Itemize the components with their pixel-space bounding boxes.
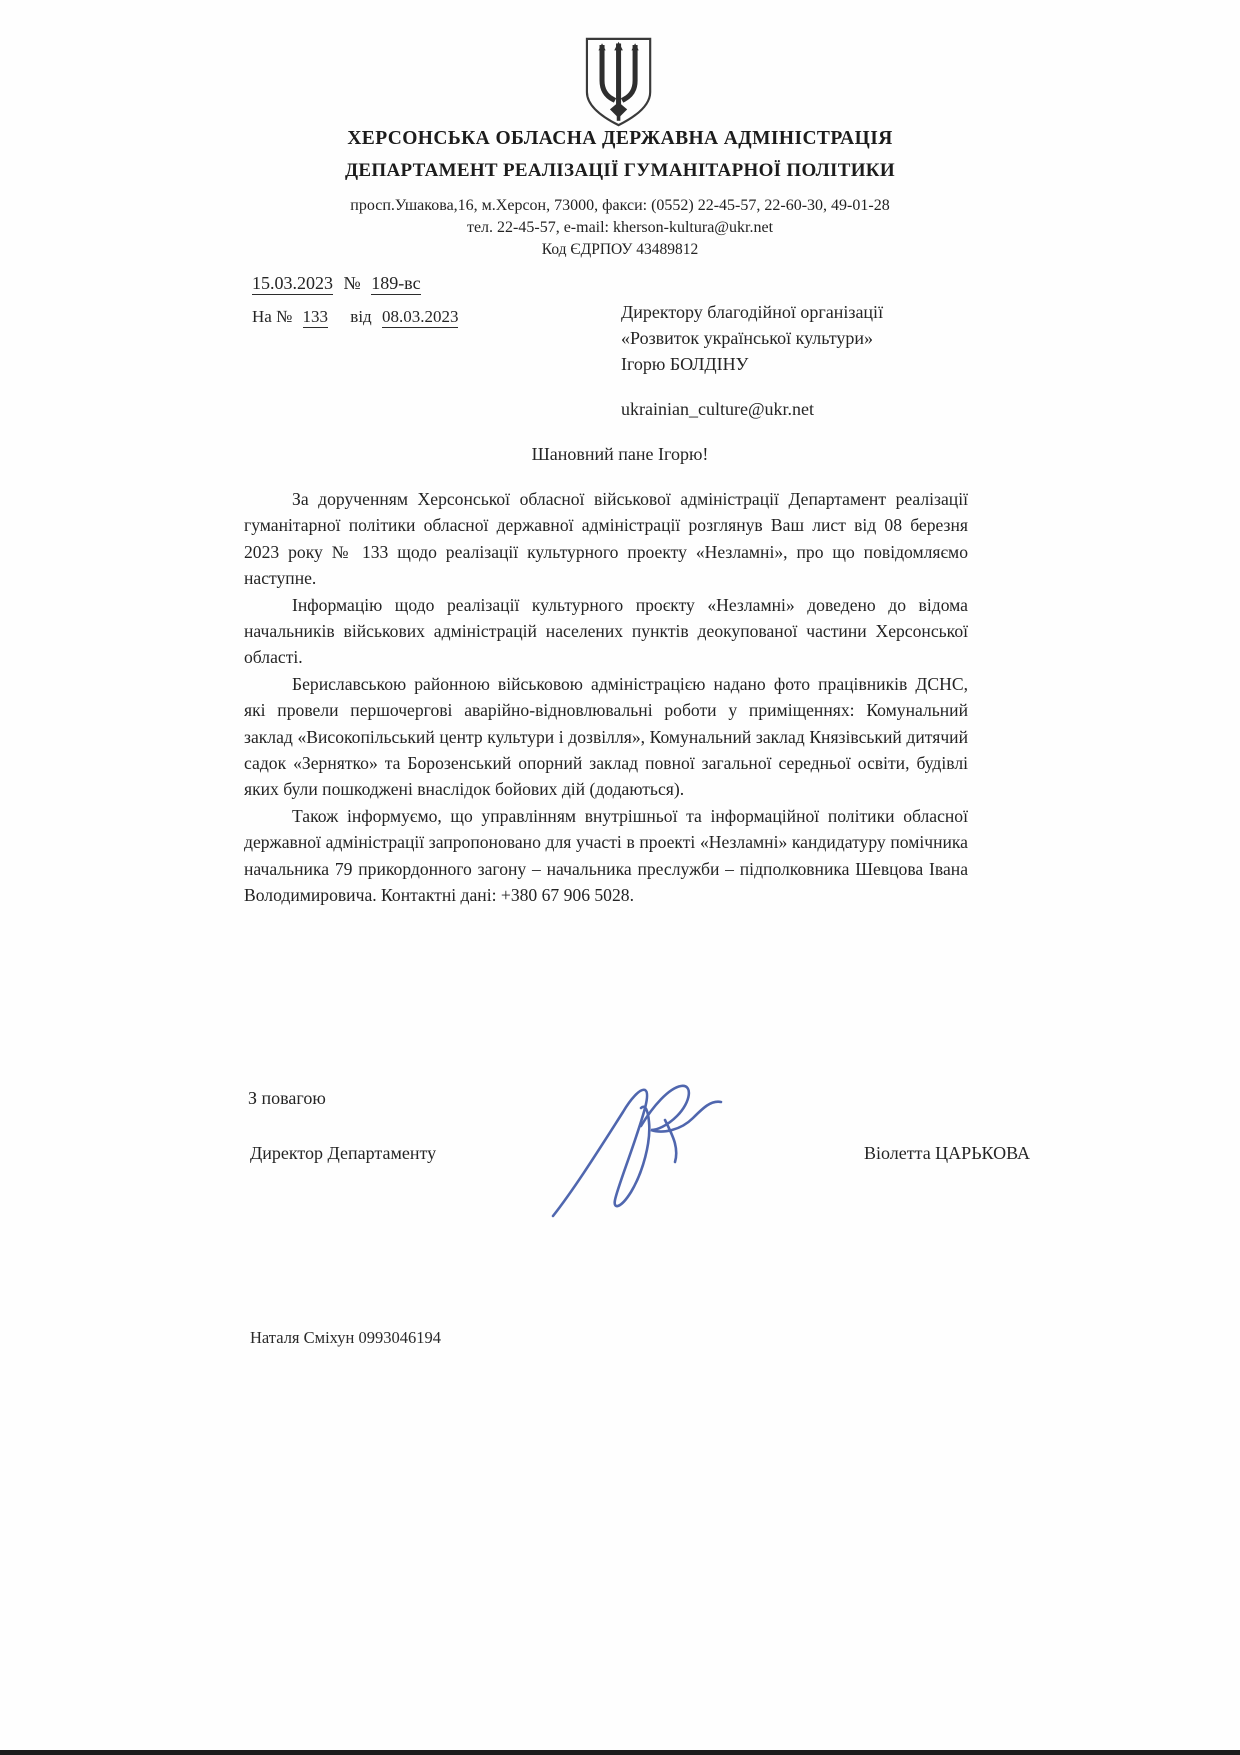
outgoing-reference-line <box>252 273 421 294</box>
body-paragraph: Інформацію щодо реалізації культурного проєкту «Незламні» доведено до відома начальників військових адміністрацій населених пунктів деокупованої частини Херсонської області. <box>244 594 968 668</box>
letterhead-phone-email: тел. 22-45-57, e-mail: kherson-kultura@ukr.net <box>466 219 774 236</box>
body-paragraph: Також інформуємо, що управлінням внутрішньої та інформаційної політики обласної державної адміністрації запропоновано для участі в проекті «Незламні» кандидатуру помічника начальника 79 прикордонного загону – начальника преслужби – підполковника Шевцова Івана Володимировича. Контактні дані: +380 67 906 5028. <box>244 805 968 906</box>
recipient-line: Директору благодійної організації <box>621 302 884 322</box>
letterhead-address: просп.Ушакова,16, м.Херсон, 73000, факси: (0552) 22-45-57, 22-60-30, 49-01-28 <box>350 197 890 214</box>
reply-reference-line <box>252 307 458 327</box>
body-paragraph: За дорученням Херсонської обласної військової адміністрації Департамент реалізації гуманітарної політики обласної державної адміністрації розглянув Ваш лист від 08 березня 2023 року № 133 щодо реалізації культурного проекту «Незламні», про що повідомляємо наступне. <box>244 489 968 589</box>
reply-number: 133 <box>302 307 329 326</box>
org-name-line2: ДЕПАРТАМЕНТ РЕАЛІЗАЦІЇ ГУМАНІТАРНОЇ ПОЛІТИКИ <box>345 160 895 181</box>
recipient-line: Ігорю БОЛДІНУ <box>621 354 749 374</box>
reply-date: 08.03.2023 <box>381 307 459 326</box>
letterhead-edrpou: Код ЄДРПОУ 43489812 <box>541 241 699 258</box>
number-sign: № <box>343 273 361 293</box>
outgoing-number: 189-вс <box>371 273 421 293</box>
org-name-line1: ХЕРСОНСЬКА ОБЛАСНА ДЕРЖАВНА АДМІНІСТРАЦІЯ <box>347 128 893 149</box>
handwritten-signature <box>545 1078 755 1223</box>
recipient-email: ukrainian_culture@ukr.net <box>621 399 815 419</box>
ukraine-trident-emblem <box>583 36 655 128</box>
signer-name: Віолетта ЦАРЬКОВА <box>864 1143 1030 1163</box>
signer-position: Директор Департаменту <box>250 1143 437 1163</box>
outgoing-date: 15.03.2023 <box>252 273 333 293</box>
executor-contact: Наталя Сміхун 0993046194 <box>250 1328 441 1347</box>
body-paragraph: Бериславською районною військовою адміністрацією надано фото працівників ДСНС, які провели першочергові аварійно-відновлювальні роботи у приміщеннях: Комунальний заклад «Високопільський центр культури і дозвілля», Комунальний заклад Князівський дитячий садок «Зернятко» та Борозенський опорний заклад повної загальної середньої освіти, будівлі яких були пошкоджені внаслідок бойових дій (додаються). <box>244 673 968 800</box>
reply-vid-label: від <box>350 307 372 326</box>
closing-regards: З повагою <box>248 1088 326 1108</box>
recipient-block <box>621 299 1041 377</box>
letter-body <box>244 486 968 909</box>
scan-edge-artifact <box>0 1750 1240 1755</box>
salutation: Шановний пане Ігорю! <box>531 444 709 464</box>
recipient-line: «Розвиток української культури» <box>621 328 874 348</box>
reply-prefix: На № <box>252 307 293 326</box>
